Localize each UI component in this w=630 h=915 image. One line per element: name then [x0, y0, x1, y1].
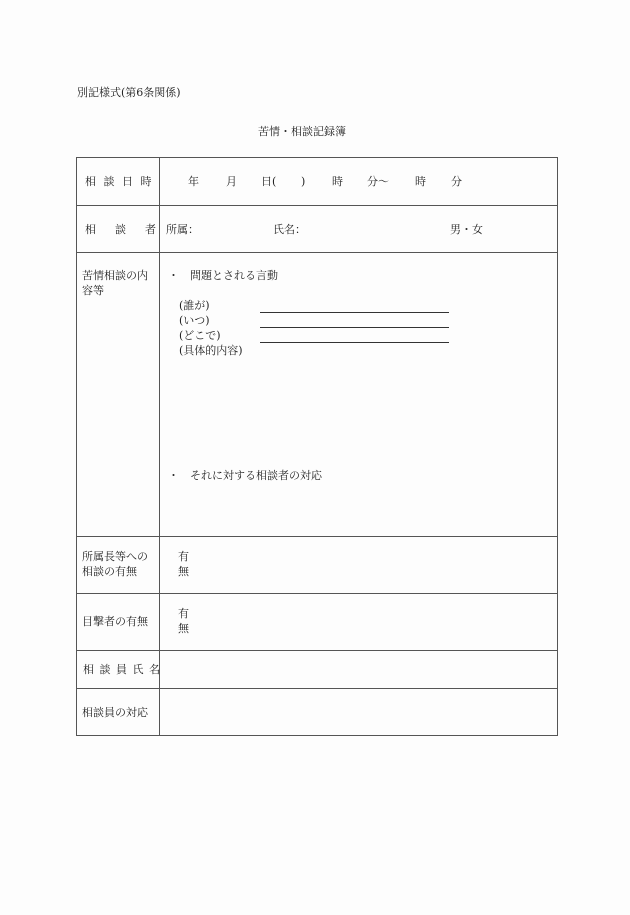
label-witness [77, 594, 160, 650]
row-content [77, 252, 557, 536]
option-yes[interactable]: 有 [178, 607, 189, 620]
option-yes[interactable]: 有 [178, 550, 189, 563]
label-text: 相 談 日 時 [85, 175, 154, 188]
supervisor-field[interactable] [160, 537, 557, 593]
label-text: 容等 [82, 284, 104, 297]
month-label: 月 [226, 175, 237, 188]
counselor-name-field[interactable] [160, 651, 557, 688]
label-text: 苦情相談の内 [82, 269, 148, 282]
year-label: 年 [188, 175, 199, 188]
label-supervisor [77, 537, 160, 593]
option-no[interactable]: 無 [178, 622, 189, 635]
where-input-line[interactable] [260, 342, 449, 343]
when-input-line[interactable] [260, 327, 449, 328]
row-consultant [77, 205, 557, 252]
page-title: 苦情・相談記録簿 [258, 125, 346, 138]
label-text: 所属長等への [82, 550, 148, 563]
datetime-field[interactable] [160, 158, 557, 205]
where-label: (どこで) [179, 329, 221, 342]
details-label: (具体的内容) [179, 344, 243, 357]
who-label: (誰が) [179, 299, 210, 312]
label-counselor-name [77, 651, 160, 688]
label-text: 相 談 者 [85, 223, 160, 236]
name-label: 氏名： [273, 223, 306, 236]
hour-to-label: 時 [415, 175, 426, 188]
label-text: 相 談 員 氏 名 [83, 663, 161, 676]
label-consultant [77, 206, 160, 252]
minute-to-label: 分 [451, 175, 462, 188]
row-counselor-name [77, 650, 557, 688]
label-text: 目撃者の有無 [82, 615, 148, 628]
hour-label: 時 [332, 175, 343, 188]
weekday-close: ) [301, 175, 306, 188]
label-datetime [77, 158, 160, 205]
who-input-line[interactable] [260, 312, 449, 313]
option-no[interactable]: 無 [178, 565, 189, 578]
counselor-response-field[interactable] [160, 689, 557, 735]
row-supervisor-consulted [77, 536, 557, 593]
day-label: 日( [261, 175, 277, 188]
problem-behavior-heading: ・ 問題とされる言動 [168, 269, 278, 282]
consultant-field[interactable] [160, 206, 557, 252]
row-counselor-response [77, 688, 557, 735]
witness-field[interactable] [160, 594, 557, 650]
content-field[interactable] [160, 253, 557, 536]
label-counselor-response [77, 689, 160, 735]
label-content [77, 253, 160, 536]
consultant-response-heading: ・ それに対する相談者の対応 [168, 469, 322, 482]
label-text: 相談の有無 [82, 565, 137, 578]
row-datetime [77, 158, 557, 205]
label-text: 相談員の対応 [82, 706, 148, 719]
when-label: (いつ) [179, 314, 210, 327]
minute-from-label: 分〜 [367, 175, 389, 188]
affiliation-label: 所属： [166, 223, 199, 236]
record-form-table [76, 157, 558, 736]
form-reference: 別記様式(第6条関係) [77, 86, 181, 99]
row-witness [77, 593, 557, 650]
gender-options[interactable]: 男・女 [450, 223, 483, 236]
